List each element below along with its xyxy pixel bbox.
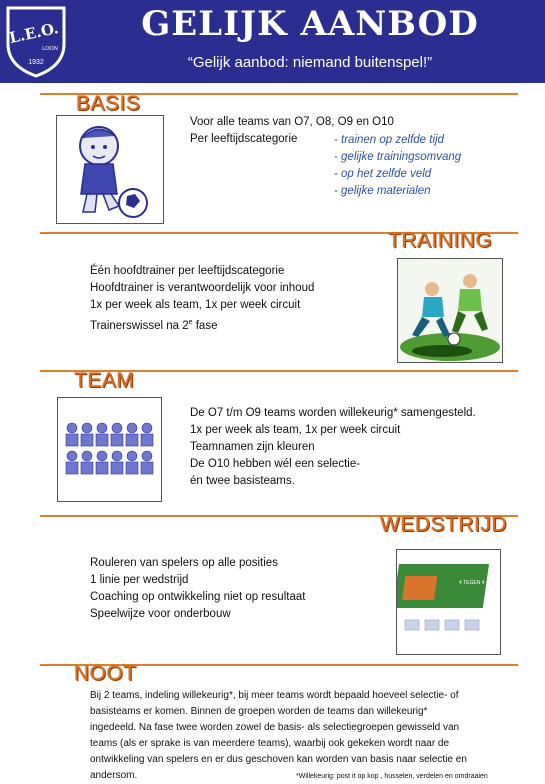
section-heading-training: TRAINING — [388, 229, 493, 252]
text-line: andersom. — [90, 770, 138, 781]
noot-text — [90, 688, 467, 784]
text-line: Speelwijze voor onderbouw — [90, 608, 231, 620]
team-text — [190, 405, 476, 490]
match-field-image — [396, 549, 501, 655]
superscript: e — [188, 319, 193, 326]
section-heading-team: TEAM — [74, 369, 135, 392]
text-line: Voor alle teams van O7, O8, O9 en O10 — [190, 116, 394, 128]
bullet-item: - op het zelfde veld — [334, 168, 432, 180]
text-line: ontwikkeling van spelers en er dus geschoven kan worden van basis naar selectie en — [90, 754, 467, 765]
mascot-image — [56, 115, 164, 224]
text-line: Teamnamen zijn kleuren — [190, 441, 315, 453]
svg-text:L.E.O.: L.E.O. — [7, 19, 61, 48]
section-heading-noot: NOOT — [74, 662, 137, 685]
text-line: Hoofdtrainer is verantwoordelijk voor inhoud — [90, 282, 315, 294]
bullet-item: - trainen op zelfde tijd — [334, 134, 444, 146]
text-line: Rouleren van spelers op alle posities — [90, 557, 278, 569]
text-fragment: fase — [192, 319, 218, 332]
training-photo — [397, 258, 503, 363]
text-line: 1x per week als team, 1x per week circuit — [90, 299, 301, 311]
basis-bullets — [334, 132, 461, 200]
section-heading-wedstrijd: WEDSTRIJD — [380, 513, 507, 536]
bullet-item: - gelijke materialen — [334, 185, 431, 197]
text-line — [90, 314, 314, 335]
page-subtitle: “Gelijk aanbod: niemand buitenspel!” — [187, 54, 433, 71]
club-logo — [4, 4, 68, 78]
text-line: én twee basisteams. — [190, 475, 295, 487]
text-line: Coaching op ontwikkeling niet op resultaat — [90, 591, 306, 603]
footnote: *Willekeurig: post it op kop , husselen, verdelen en omdraaien — [296, 773, 488, 780]
text-line: De O7 t/m O9 teams worden willekeurig* samengesteld. — [190, 407, 476, 419]
section-heading-basis: BASIS — [76, 92, 141, 115]
text-line: teams (als er sprake is van meerdere teams), waarbij ook gekeken wordt naar de — [90, 738, 450, 749]
text-line: basisteams er komen. Binnen de groepen worden de teams dan willekeurig* — [90, 706, 428, 717]
text-line: 1x per week als team, 1x per week circuit — [190, 424, 401, 436]
text-line: Één hoofdtrainer per leeftijdscategorie — [90, 265, 285, 277]
text-line: 1 linie per wedstrijd — [90, 574, 189, 586]
text-line: Per leeftijdscategorie — [190, 133, 298, 145]
text-line: ingedeeld. Na fase twee worden zowel de basis- als selectiegroepen gewisseld van — [90, 722, 460, 733]
text-fragment: Trainerswissel na 2 — [90, 319, 189, 332]
text-line: Bij 2 teams, indeling willekeurig*, bij meer teams wordt bepaald hoeveel selectie- of — [90, 690, 459, 701]
page-title: GELIJK AANBOD — [141, 4, 479, 44]
training-text — [90, 263, 314, 335]
svg-text:LOON: LOON — [42, 46, 58, 52]
text-line: De O10 hebben wél een selectie- — [190, 458, 361, 470]
wedstrijd-text — [90, 555, 305, 623]
team-image — [57, 397, 162, 502]
svg-text:1932: 1932 — [28, 59, 44, 66]
field-label: 4 TEGEN 4 — [459, 580, 485, 586]
bullet-item: - gelijke trainingsomvang — [334, 151, 462, 163]
